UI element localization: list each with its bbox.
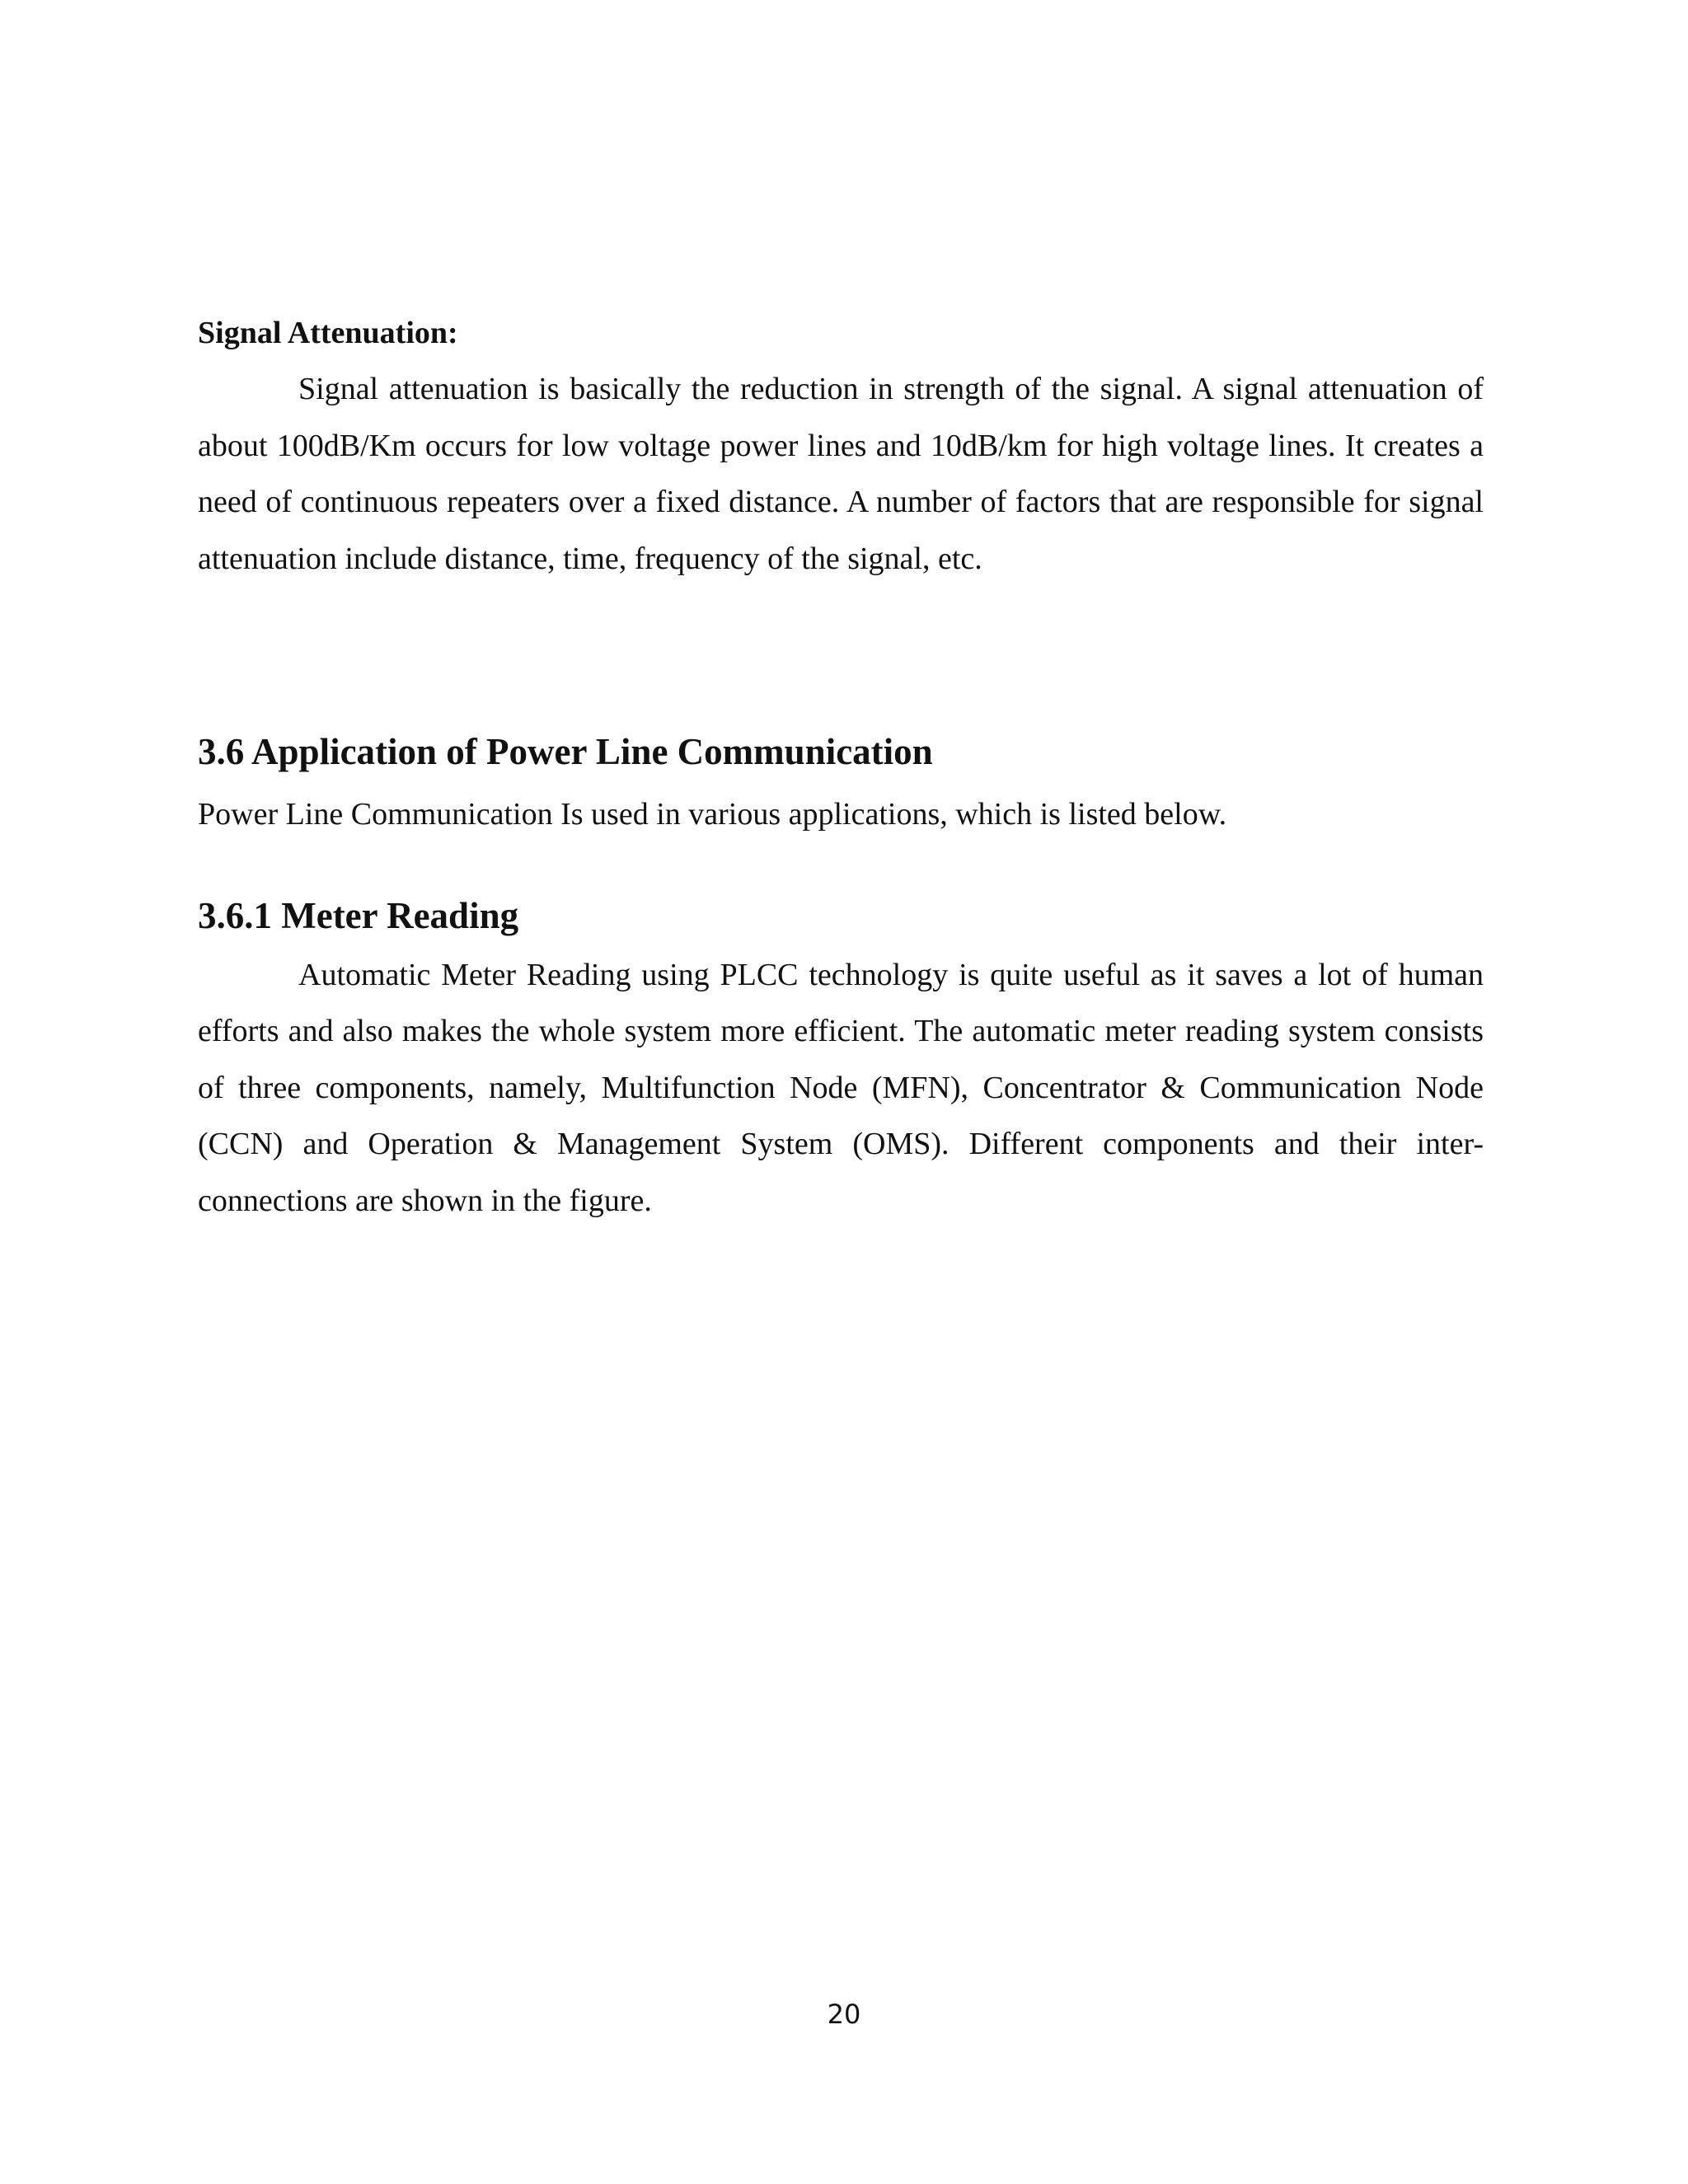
section-spacer (198, 843, 1484, 891)
meter-reading-heading: 3.6.1 Meter Reading (198, 894, 519, 936)
meter-reading-paragraph: Automatic Meter Reading using PLCC technology is quite useful as it saves a lot of human efforts and also makes the whole system more efficient. The automatic meter reading system consists of three components, namely, Multifunction Node (MFN), Concentrator & Communication Node (CCN) and Operation & Management System (OMS). Different components and their inter-connections are shown in the figure. (198, 957, 1484, 1218)
signal-attenuation-paragraph: Signal attenuation is basically the reduction in strength of the signal. A signal attenuation of about 100dB/Km occurs for low voltage power lines and 10dB/km for high voltage lines. It creates a need of continuous repeaters over a fixed distance. A number of factors that are responsible for signal attenuation include distance, time, frequency of the signal, etc. (198, 372, 1484, 576)
page-content (198, 305, 1484, 1229)
page-number: 20 (827, 1999, 861, 2030)
application-heading: 3.6 Application of Power Line Communication (198, 731, 933, 772)
application-paragraph: Power Line Communication Is used in various applications, which is listed below. (198, 797, 1227, 832)
heading-spacer (198, 940, 1484, 947)
heading-spacer (198, 776, 1484, 786)
signal-attenuation-heading: Signal Attenuation: (198, 316, 458, 350)
section-spacer (198, 587, 1484, 727)
